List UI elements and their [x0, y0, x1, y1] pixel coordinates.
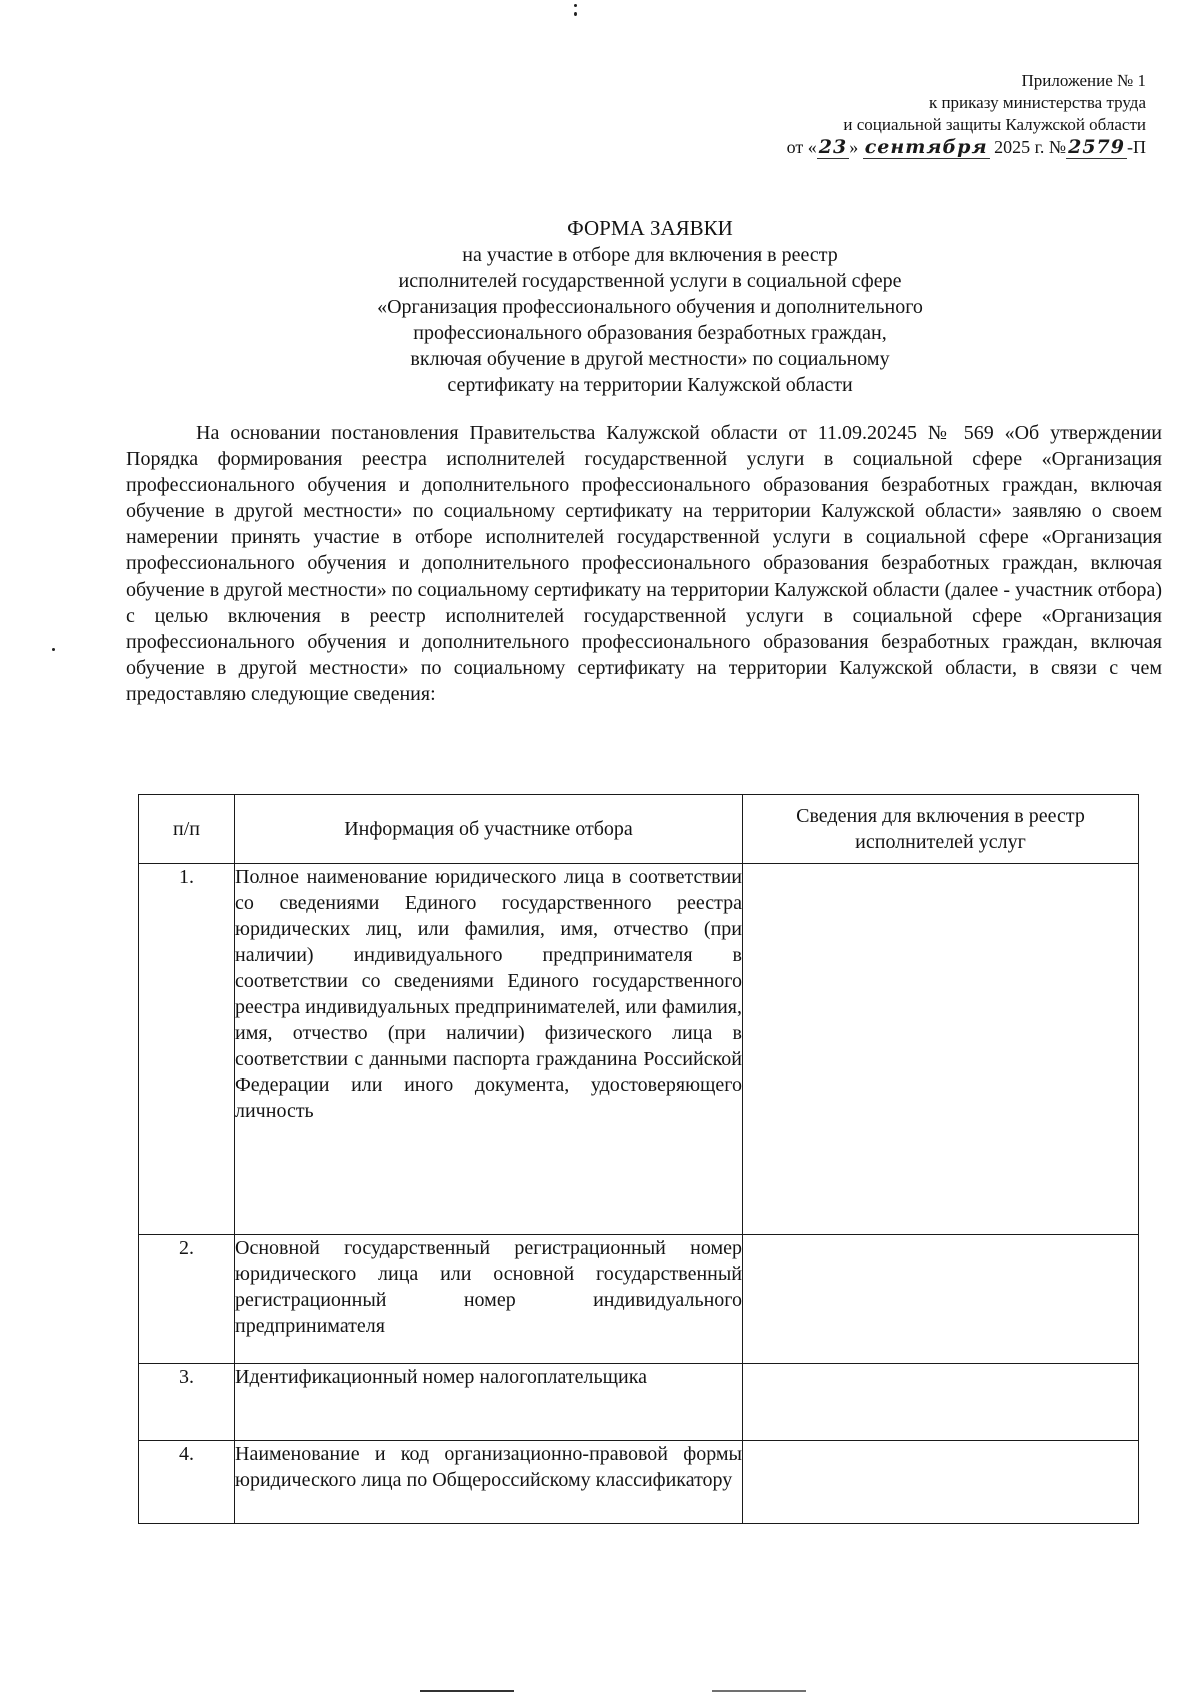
number-suffix: -П	[1127, 137, 1146, 157]
scan-speck	[574, 12, 577, 16]
header-registry-info: Сведения для включения в реестр исполнителей услуг	[743, 795, 1139, 864]
table-header-row	[139, 795, 1139, 864]
date-prefix: от «	[786, 137, 817, 157]
table-row	[139, 1364, 1139, 1441]
form-subtitle-line: профессионального образования безработных граждан,	[413, 322, 887, 344]
participant-info-table	[138, 794, 1139, 1524]
header-index: п/п	[139, 795, 235, 864]
row-description: Наименование и код организационно-правовой формы юридического лица по Общероссийскому классификатору	[235, 1441, 743, 1524]
row-value-field[interactable]	[743, 1441, 1139, 1524]
form-heading	[200, 214, 1100, 398]
form-subtitle-line: исполнителей государственной услуги в социальной сфере	[398, 270, 902, 292]
row-description: Основной государственный регистрационный номер юридического лица или основной государственный регистрационный номер индивидуального предпринимателя	[235, 1235, 743, 1364]
appendix-line: Приложение № 1	[1021, 71, 1146, 90]
handwritten-day: 23	[818, 136, 848, 158]
form-subtitle-line: на участие в отборе для включения в реестр	[462, 244, 838, 266]
form-subtitle-line: «Организация профессионального обучения и дополнительного	[377, 296, 923, 318]
row-description: Полное наименование юридического лица в соответствии со сведениями Единого государственного реестра юридических лиц, или фамилия, имя, отчество (при наличии) индивидуального предпринимателя в соответствии со сведениями Единого государственного реестра индивидуальных предпринимателей, или фамилия, имя, отчество (при наличии) физического лица в соответствии с данными паспорта гражданина Российской Федерации или иного документа, удостоверяющего личность	[235, 864, 743, 1235]
scan-speck	[52, 648, 55, 651]
appendix-line: и социальной защиты Калужской области	[843, 115, 1146, 134]
row-number: 1.	[139, 864, 235, 1235]
footer-rule	[712, 1690, 806, 1692]
form-subtitle-line: включая обучение в другой местности» по социальному	[410, 348, 890, 370]
table-row	[139, 864, 1139, 1235]
row-value-field[interactable]	[743, 864, 1139, 1235]
scan-speck	[574, 4, 577, 7]
appendix-date-line	[787, 136, 1146, 158]
row-value-field[interactable]	[743, 1364, 1139, 1441]
appendix-line: к приказу министерства труда	[928, 93, 1146, 112]
row-number: 3.	[139, 1364, 235, 1441]
table-row	[139, 1235, 1139, 1364]
statement-paragraph: На основании постановления Правительства Калужской области от 11.09.20245 № 569 «Об утверждении Порядка формирования реестра исполнителей государственной услуги в социальной сфере «Организация профессионального обучения и дополнительного профессионального образования безработных граждан, включая обучение в другой местности» по социальному сертификату на территории Калужской области» заявляю о своем намерении принять участие в отборе исполнителей государственной услуги в социальной сфере «Организация профессионального обучения и дополнительного профессионального образования безработных граждан, включая обучение в другой местности» по социальному сертификату на территории Калужской области (далее - участник отбора) с целью включения в реестр исполнителей государственной услуги в социальной сфере «Организация профессионального обучения и дополнительного профессионального образования безработных граждан, включая обучение в другой местности» по социальному сертификату на территории Калужской области, в связи с чем предоставляю следующие сведения:	[126, 422, 1162, 705]
row-number: 2.	[139, 1235, 235, 1364]
row-description: Идентификационный номер налогоплательщика	[235, 1364, 743, 1441]
row-number: 4.	[139, 1441, 235, 1524]
form-subtitle-line: сертификату на территории Калужской области	[447, 374, 853, 396]
form-title: ФОРМА ЗАЯВКИ	[567, 216, 733, 240]
handwritten-number: 2579	[1068, 136, 1125, 158]
handwritten-month: сентября	[864, 136, 988, 158]
table-row	[139, 1441, 1139, 1524]
footer-rule	[420, 1690, 514, 1692]
date-year: 2025 г. №	[994, 137, 1067, 157]
date-mid: »	[849, 137, 859, 157]
appendix-block	[787, 70, 1146, 158]
header-participant-info: Информация об участнике отбора	[235, 795, 743, 864]
row-value-field[interactable]	[743, 1235, 1139, 1364]
